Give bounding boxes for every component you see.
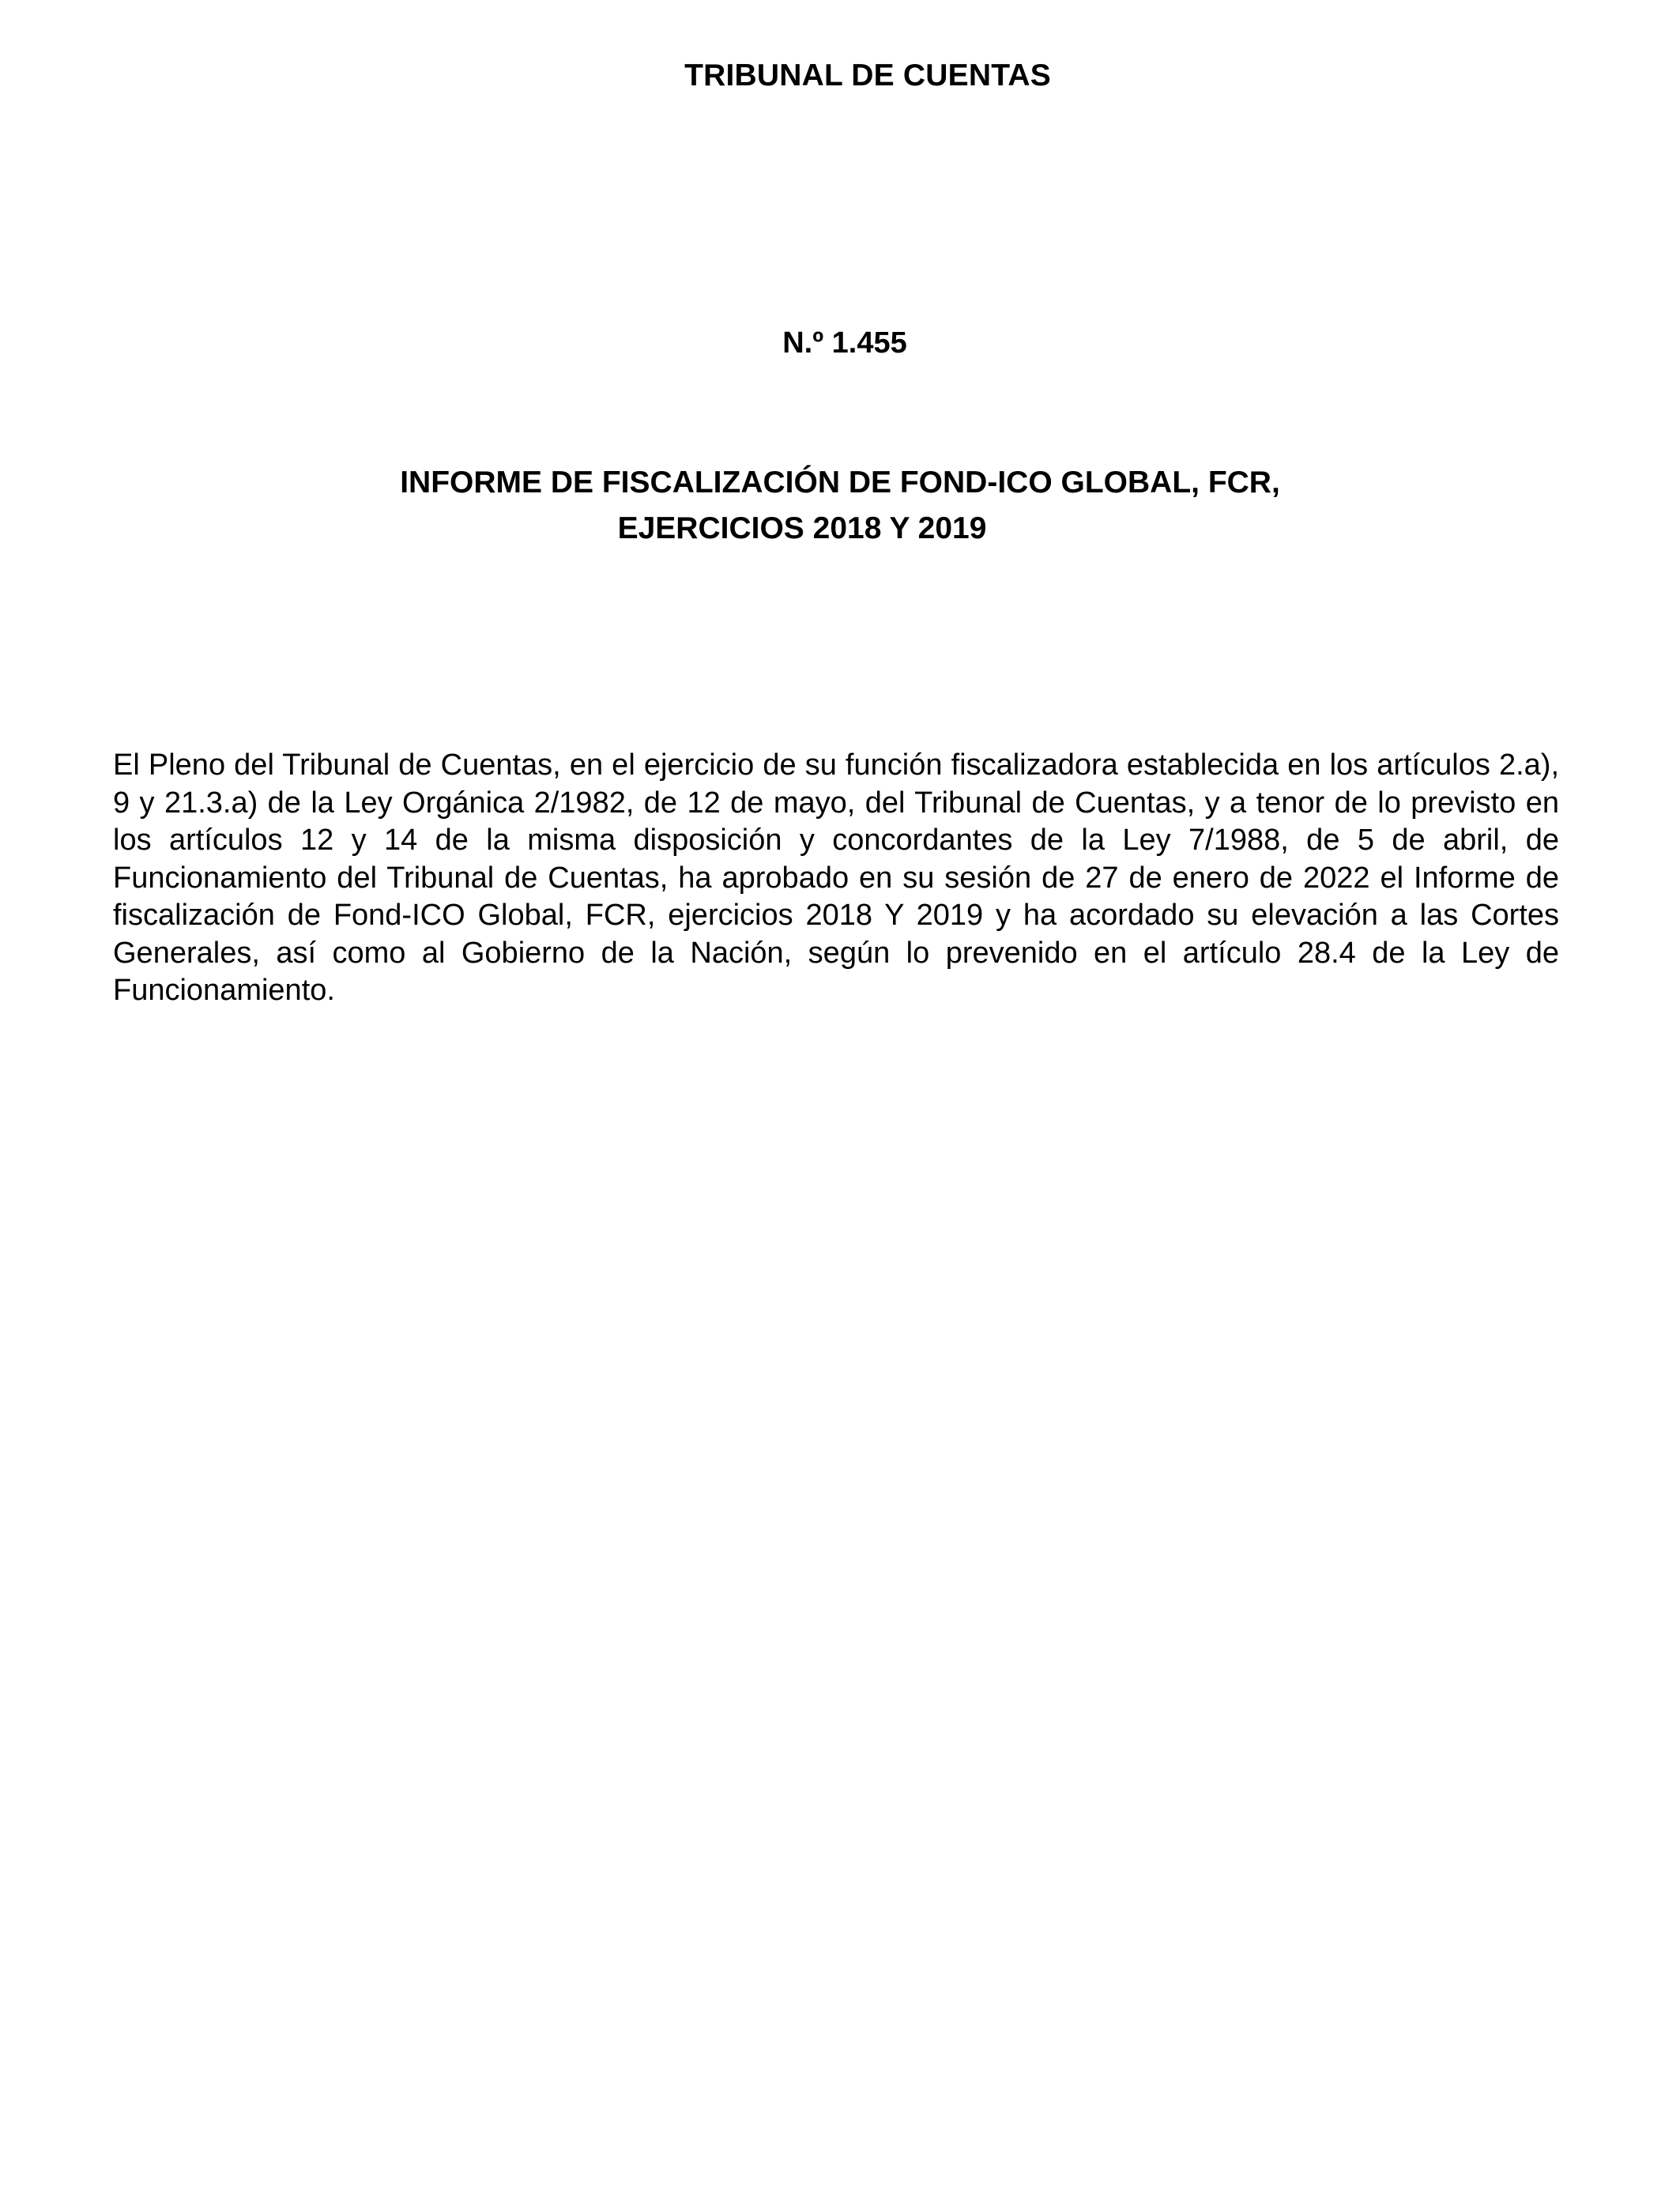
institution-heading: TRIBUNAL DE CUENTAS — [684, 58, 1051, 92]
report-title-line-1: INFORME DE FISCALIZACIÓN DE FOND-ICO GLOBAL, FCR, — [400, 466, 1280, 499]
report-title-line-2-wrap — [0, 506, 1604, 552]
report-number: N.º 1.455 — [782, 326, 907, 360]
approval-paragraph: El Pleno del Tribunal de Cuentas, en el ejercicio de su función fiscalizadora establecida en los artículos 2.a), 9 y 21.3.a) de la Ley Orgánica 2/1982, de 12 de mayo, del Tribunal de Cuentas, y a tenor de lo previsto en los artículos 12 y 14 de la misma disposición y concordantes de la Ley 7/1988, de 5 de abril, de Funcionamiento del Tribunal de Cuentas, ha aprobado en su sesión de 27 de enero de 2022 el Informe de fiscalización de Fond-ICO Global, FCR, ejercicios 2018 Y 2019 y ha acordado su elevación a las Cortes Generales, así como al Gobierno de la Nación, según lo prevenido en el artículo 28.4 de la Ley de Funcionamiento. — [113, 748, 1559, 1007]
report-title — [0, 460, 1680, 506]
report-title-line-2: EJERCICIOS 2018 Y 2019 — [617, 511, 987, 545]
